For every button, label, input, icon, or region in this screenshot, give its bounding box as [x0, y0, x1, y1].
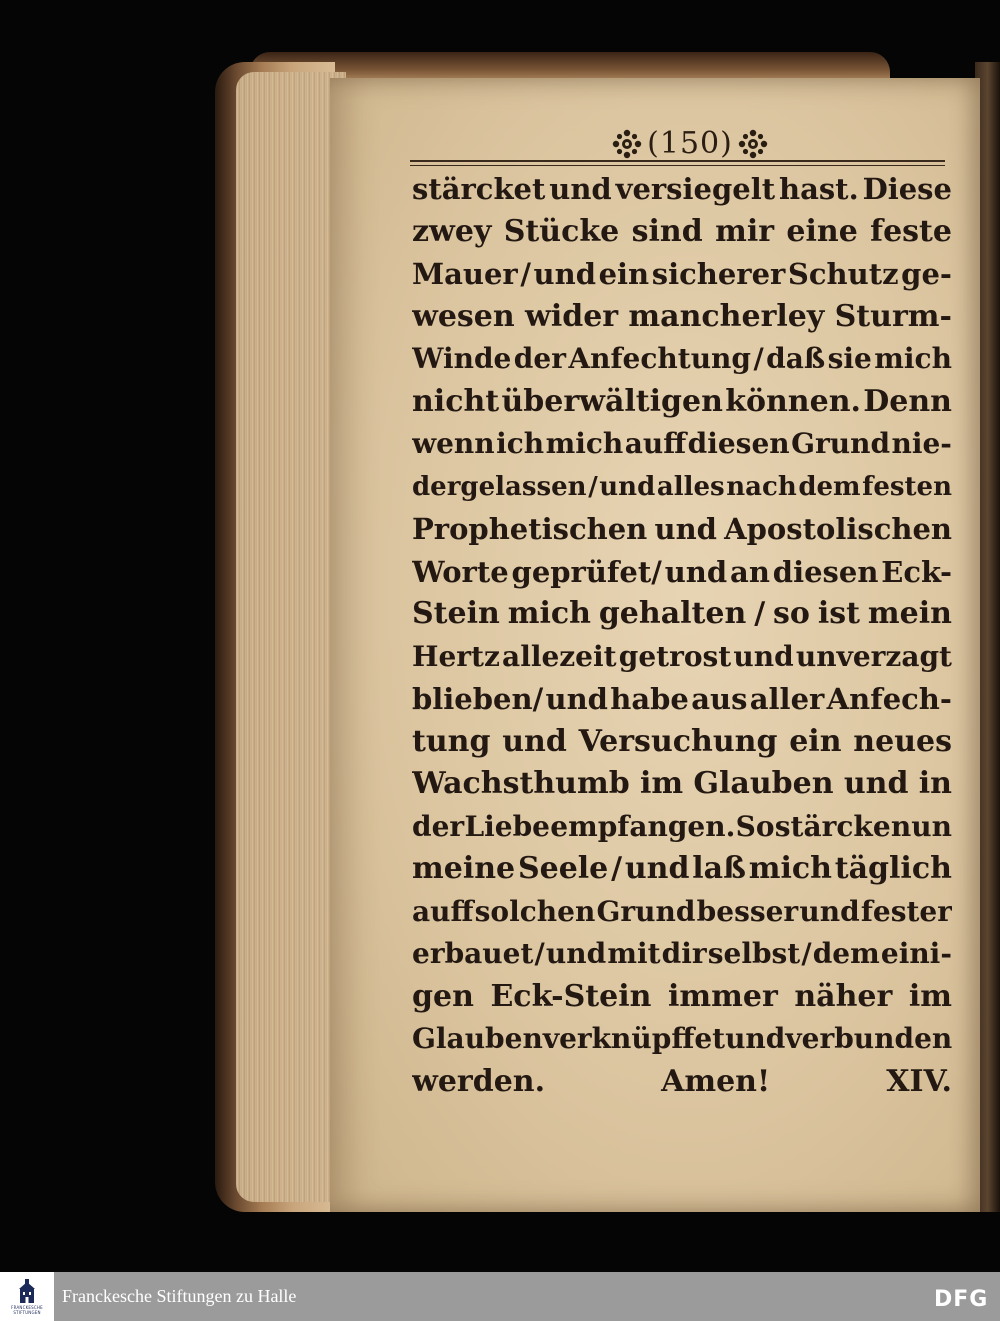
word: selbst: [707, 937, 801, 970]
word: nicht: [412, 383, 500, 419]
word: hast.: [778, 172, 859, 206]
word: Grund: [596, 894, 696, 928]
word: mein: [867, 596, 952, 631]
word: versiegelt: [615, 172, 776, 206]
word: Winde: [412, 342, 512, 375]
word: nun: [890, 809, 952, 843]
word: verbunden: [785, 1022, 952, 1055]
word: und: [545, 937, 607, 970]
word: neues: [853, 723, 952, 759]
institution-name[interactable]: Franckesche Stiftungen zu Halle: [62, 1286, 297, 1306]
word: und: [664, 554, 728, 589]
word: sind: [631, 213, 703, 249]
word: täglich: [834, 851, 952, 886]
word: ein: [598, 257, 650, 291]
word: So: [735, 809, 775, 843]
word: solchen: [474, 894, 596, 928]
word: im: [908, 978, 952, 1014]
word: Denn: [863, 383, 952, 419]
word: getrost: [618, 639, 732, 673]
word: ist: [817, 596, 860, 631]
word: aller: [749, 682, 825, 716]
logo-caption-line-2: STIFTUNGEN: [13, 1309, 41, 1315]
word: besser: [696, 894, 799, 928]
word: und: [624, 851, 690, 886]
word: ge-: [901, 257, 952, 291]
word: geprüfet/: [511, 554, 662, 589]
word: mich: [874, 342, 952, 375]
footer-bar: [0, 1272, 1000, 1321]
word: der: [513, 342, 566, 375]
text-line: [412, 806, 952, 849]
word: Diese: [862, 172, 952, 206]
word: /: [534, 937, 545, 970]
word: sie: [827, 342, 872, 375]
logo-caption-line-1: FRANCKESCHE: [11, 1304, 43, 1310]
word: an: [730, 554, 770, 589]
floral-ornament-icon: [611, 128, 643, 160]
word: Hertz: [412, 639, 500, 673]
word: der: [412, 809, 465, 843]
word: können.: [725, 383, 861, 419]
word: immer: [667, 978, 778, 1014]
word: im: [639, 766, 684, 801]
word: /: [520, 257, 531, 291]
word: mich: [507, 596, 591, 631]
word: Mauer: [412, 257, 518, 291]
word: meine: [412, 851, 516, 886]
text-line: [412, 423, 952, 466]
text-line: [412, 168, 952, 211]
word: und: [549, 172, 612, 206]
word: dem: [798, 471, 861, 502]
page-text: [412, 168, 952, 1103]
dfg-logo-icon[interactable]: [934, 1284, 990, 1310]
word: Sturm-: [834, 298, 952, 334]
word: mit: [607, 937, 661, 970]
word: tung: [412, 723, 491, 759]
word: /: [801, 937, 812, 970]
word: wider: [525, 298, 619, 334]
text-line: [412, 466, 952, 509]
floral-ornament-icon: [737, 128, 769, 160]
word: auff: [624, 427, 687, 460]
text-line: [412, 1018, 952, 1061]
word: Liebe: [464, 809, 550, 843]
word: Prophetischen: [412, 512, 648, 546]
word: und: [599, 471, 656, 502]
word: in: [918, 766, 952, 801]
text-line: [412, 593, 952, 636]
word: wenn: [412, 427, 495, 460]
text-line: [412, 211, 952, 254]
word: blieben/: [412, 682, 544, 716]
word: eini-: [880, 937, 952, 970]
word: Anfech-: [826, 682, 952, 716]
text-line: [412, 338, 952, 381]
word: nie-: [891, 427, 952, 460]
word: eine: [786, 213, 858, 249]
word: Apostolischen: [724, 512, 952, 546]
word: überwältigen: [501, 383, 723, 419]
text-line: [412, 508, 952, 551]
word: fester: [860, 894, 952, 928]
word: werden.: [412, 1063, 546, 1099]
word: und: [733, 639, 794, 673]
word: ich: [496, 427, 545, 460]
dfg-logo-text: DFG: [934, 1287, 989, 1310]
word: und: [799, 894, 860, 928]
word: auff: [412, 894, 474, 928]
text-line: [412, 296, 952, 339]
word: und: [533, 257, 596, 291]
word: alles: [656, 471, 725, 502]
word: habe: [610, 682, 689, 716]
text-line: [412, 763, 952, 806]
word: und: [654, 512, 717, 546]
word: daß: [766, 342, 826, 375]
word: Eck-: [881, 554, 952, 589]
text-line: [412, 551, 952, 594]
text-line: [412, 253, 952, 296]
word: Schutz: [787, 257, 899, 291]
word: mancherley: [628, 298, 825, 334]
word: und: [725, 1022, 786, 1055]
word: mir: [715, 213, 775, 249]
word: /: [753, 342, 764, 375]
word: und: [502, 723, 567, 759]
word: diesen: [687, 427, 790, 460]
word: empfangen.: [550, 809, 736, 843]
word: ein: [789, 723, 842, 759]
text-line: [412, 933, 952, 976]
word: erbauet: [412, 937, 534, 970]
franckesche-stiftungen-logo-icon[interactable]: [0, 1272, 54, 1321]
text-line: [412, 1061, 952, 1104]
word: Eck-Stein: [490, 978, 652, 1014]
word: näher: [794, 978, 893, 1014]
word: diesen: [772, 554, 879, 589]
word: /: [754, 596, 766, 631]
word: mich: [748, 851, 832, 886]
text-line: [412, 721, 952, 764]
word: wesen: [412, 298, 515, 334]
word: Anfechtung: [568, 342, 751, 375]
word: mich: [545, 427, 624, 460]
word: /: [611, 851, 623, 886]
word: Glauben: [693, 766, 834, 801]
word: so: [773, 596, 810, 631]
word: Glauben: [412, 1022, 543, 1055]
text-line: [412, 636, 952, 679]
word: feste: [870, 213, 952, 249]
word: Worte: [412, 554, 509, 589]
text-line: [412, 381, 952, 424]
word: laß: [692, 851, 746, 886]
word: festen: [862, 471, 952, 502]
word: stärcket: [412, 172, 546, 206]
word: Wachsthumb: [412, 766, 630, 801]
text-line: [412, 891, 952, 934]
word: aus: [691, 682, 748, 716]
word: dir: [661, 937, 707, 970]
word: stärcke: [774, 809, 891, 843]
word: und: [843, 766, 909, 801]
word: Stücke: [503, 213, 620, 249]
word: verknüpffet: [542, 1022, 726, 1055]
text-line: [412, 678, 952, 721]
word: gen: [412, 978, 474, 1014]
word: dergelassen: [412, 471, 587, 502]
text-line: [412, 976, 952, 1019]
word: allezeit: [502, 639, 617, 673]
word: gehalten: [598, 596, 747, 631]
text-line: [412, 848, 952, 891]
word: nach: [726, 471, 797, 502]
word: Grund: [791, 427, 891, 460]
word: dem: [812, 937, 880, 970]
word: unverzagt: [795, 639, 952, 673]
word: zwey: [412, 213, 492, 249]
word: /: [588, 471, 598, 502]
word: Stein: [412, 596, 500, 631]
word: XIV.: [886, 1063, 952, 1099]
word: Versuchung: [578, 723, 778, 759]
word: Seele: [517, 851, 609, 886]
page-number: (150): [647, 126, 733, 161]
header-rule: [410, 160, 945, 166]
word: Amen!: [661, 1063, 771, 1099]
word: sicherer: [651, 257, 786, 291]
word: und: [545, 682, 608, 716]
